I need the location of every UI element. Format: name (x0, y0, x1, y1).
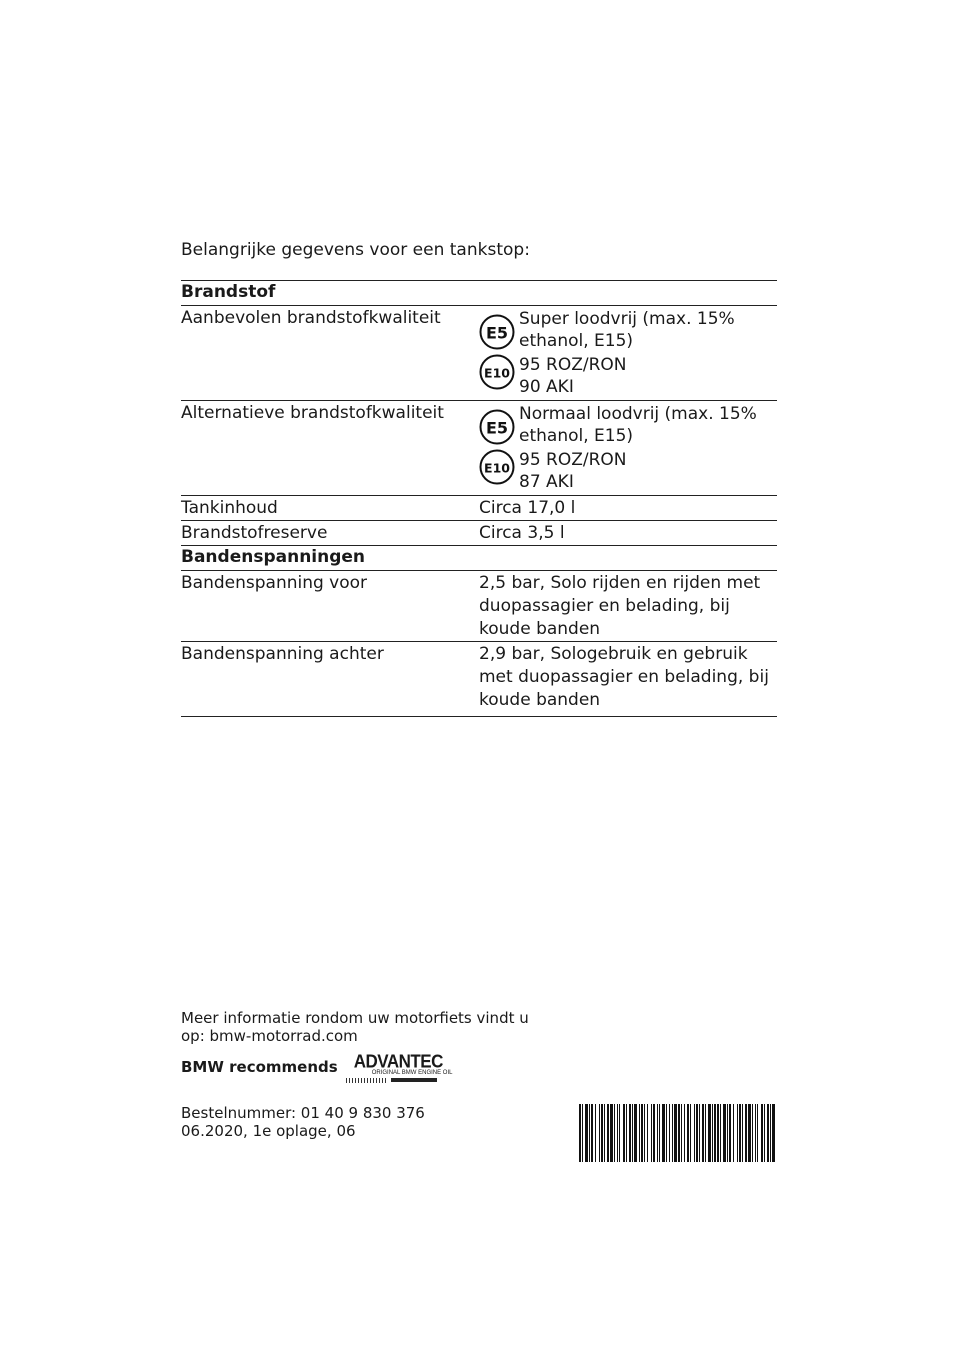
barcode-bar (727, 1104, 728, 1162)
value-line: 2,5 bar, Solo rijden en rijden met (479, 573, 761, 593)
barcode-bar (651, 1104, 652, 1162)
fuel-line: ethanol, E15) (519, 331, 634, 351)
value-line: koude banden (479, 690, 601, 710)
fuel-data-table (181, 280, 777, 717)
fuel-badges (479, 403, 519, 493)
more-info-text (181, 1009, 541, 1045)
fuel-value (479, 401, 777, 495)
fuel-value (479, 306, 777, 400)
info-line: op: bmw-motorrad.com (181, 1027, 358, 1045)
table-row-tank-capacity (181, 495, 777, 520)
fuel-description (519, 308, 735, 398)
barcode-bar (614, 1104, 615, 1162)
barcode-bar (626, 1104, 627, 1162)
barcode-bar (752, 1104, 753, 1162)
badge-label: E5 (485, 418, 509, 438)
barcode-bar (770, 1104, 771, 1162)
barcode-bar (705, 1104, 706, 1162)
barcode-bar (696, 1104, 698, 1162)
row-label: Alternatieve brandstofkwaliteit (181, 403, 444, 423)
barcode-bar (647, 1104, 648, 1162)
barcode-bar (579, 1104, 581, 1162)
row-value (479, 642, 777, 716)
e5-fuel-icon (479, 314, 515, 350)
row-label: Bandenspanning voor (181, 573, 368, 593)
table-row-fuel-reserve (181, 520, 777, 545)
fuel-line: 95 ROZ/RON (519, 355, 627, 375)
barcode-bar (729, 1104, 731, 1162)
table-row-front-pressure (181, 570, 777, 641)
barcode-bar (699, 1104, 700, 1162)
barcode-bar (714, 1104, 716, 1162)
barcode-bar (610, 1104, 613, 1162)
barcode-bar (723, 1104, 726, 1162)
barcode-bar (687, 1104, 689, 1162)
barcode-bar (604, 1104, 605, 1162)
barcode-bar (619, 1104, 620, 1162)
barcode-bar (582, 1104, 583, 1162)
barcode-bar (755, 1104, 756, 1162)
row-label: Bandenspanning achter (181, 644, 384, 664)
row-value: Circa 3,5 l (479, 523, 565, 543)
barcode-bar (601, 1104, 603, 1162)
barcode-bar (733, 1104, 734, 1162)
barcode-bar (745, 1104, 747, 1162)
barcode-bar (764, 1104, 765, 1162)
barcode-bar (589, 1104, 590, 1162)
barcode-bar (672, 1104, 673, 1162)
barcode-bar (585, 1104, 588, 1162)
intro-text: Belangrijke gegevens voor een tankstop: (181, 240, 530, 260)
barcode-bar (674, 1104, 677, 1162)
barcode-bar (708, 1104, 711, 1162)
barcode-bar (659, 1104, 660, 1162)
section-title: Brandstof (181, 282, 276, 302)
table-row-recommended-fuel (181, 305, 777, 400)
barcode-bar (767, 1104, 769, 1162)
barcode-bar (641, 1104, 643, 1162)
barcode-bar (591, 1104, 593, 1162)
fuel-line: Normaal loodvrij (max. 15% (519, 404, 757, 424)
advantec-solid-bar (391, 1078, 437, 1082)
edition-info: 06.2020, 1e oplage, 06 (181, 1122, 356, 1140)
barcode-bar (757, 1104, 758, 1162)
advantec-brand: ADVANTEC (353, 1051, 443, 1072)
advantec-logo (346, 1053, 453, 1083)
order-number: Bestelnummer: 01 40 9 830 376 (181, 1104, 425, 1122)
barcode-bar (662, 1104, 665, 1162)
barcode-bar (634, 1104, 637, 1162)
barcode-bar (678, 1104, 680, 1162)
fuel-badges (479, 308, 519, 398)
value-line: 2,9 bar, Sologebruik en gebruik (479, 644, 748, 664)
barcode-bar (595, 1104, 596, 1162)
section-title: Bandenspanningen (181, 547, 366, 567)
barcode-bar (599, 1104, 600, 1162)
fuel-line: 90 AKI (519, 377, 574, 397)
advantec-ticks (346, 1078, 388, 1083)
value-line: duopassagier en belading, bij (479, 596, 730, 616)
badge-label: E10 (484, 460, 510, 476)
value-line: met duopassagier en belading, bij (479, 667, 769, 687)
row-label: Brandstofreserve (181, 523, 328, 543)
barcode-bar (666, 1104, 667, 1162)
row-label: Aanbevolen brandstofkwaliteit (181, 308, 441, 328)
barcode-bar (772, 1104, 775, 1162)
e5-fuel-icon (479, 409, 515, 445)
barcode-bar (684, 1104, 685, 1162)
barcode-bar (629, 1104, 631, 1162)
value-line: koude banden (479, 619, 601, 639)
barcode-bar (607, 1104, 609, 1162)
barcode-bar (720, 1104, 721, 1162)
advantec-subtitle: ORIGINAL BMW ENGINE OIL (371, 1070, 453, 1076)
barcode-bar (717, 1104, 719, 1162)
info-line: Meer informatie rondom uw motorfiets vindt u (181, 1009, 529, 1027)
barcode-bar (742, 1104, 743, 1162)
badge-label: E10 (484, 365, 510, 381)
row-value (479, 571, 777, 641)
barcode-bar (632, 1104, 633, 1162)
barcode-bar (669, 1104, 670, 1162)
fuel-line: 87 AKI (519, 472, 574, 492)
fuel-description (519, 403, 757, 493)
barcode-bar (623, 1104, 625, 1162)
barcode-bar (639, 1104, 640, 1162)
barcode-bar (694, 1104, 695, 1162)
barcode-bar (644, 1104, 645, 1162)
fuel-line: Super loodvrij (max. 15% (519, 309, 735, 329)
barcode (579, 1104, 777, 1162)
bmw-recommends (181, 1051, 453, 1083)
barcode-bar (653, 1104, 655, 1162)
barcode-bar (657, 1104, 658, 1162)
barcode-bar (739, 1104, 741, 1162)
advantec-bar (346, 1077, 453, 1083)
table-row-rear-pressure (181, 641, 777, 717)
barcode-bar (702, 1104, 704, 1162)
fuel-line: ethanol, E15) (519, 426, 634, 446)
barcode-bar (737, 1104, 738, 1162)
barcode-bar (681, 1104, 682, 1162)
row-value: Circa 17,0 l (479, 498, 576, 518)
e10-fuel-icon (479, 354, 515, 390)
row-label: Tankinhoud (181, 498, 278, 518)
order-info (181, 1104, 425, 1140)
recommends-text: BMW recommends (181, 1058, 338, 1076)
badge-label: E5 (485, 323, 509, 343)
section-header-fuel (181, 280, 777, 305)
barcode-bar (690, 1104, 691, 1162)
section-header-tires (181, 545, 777, 570)
barcode-bar (761, 1104, 763, 1162)
fuel-line: 95 ROZ/RON (519, 450, 627, 470)
e10-fuel-icon (479, 449, 515, 485)
barcode-bar (748, 1104, 751, 1162)
barcode-bar (712, 1104, 713, 1162)
barcode-bar (617, 1104, 618, 1162)
table-row-alternative-fuel (181, 400, 777, 495)
